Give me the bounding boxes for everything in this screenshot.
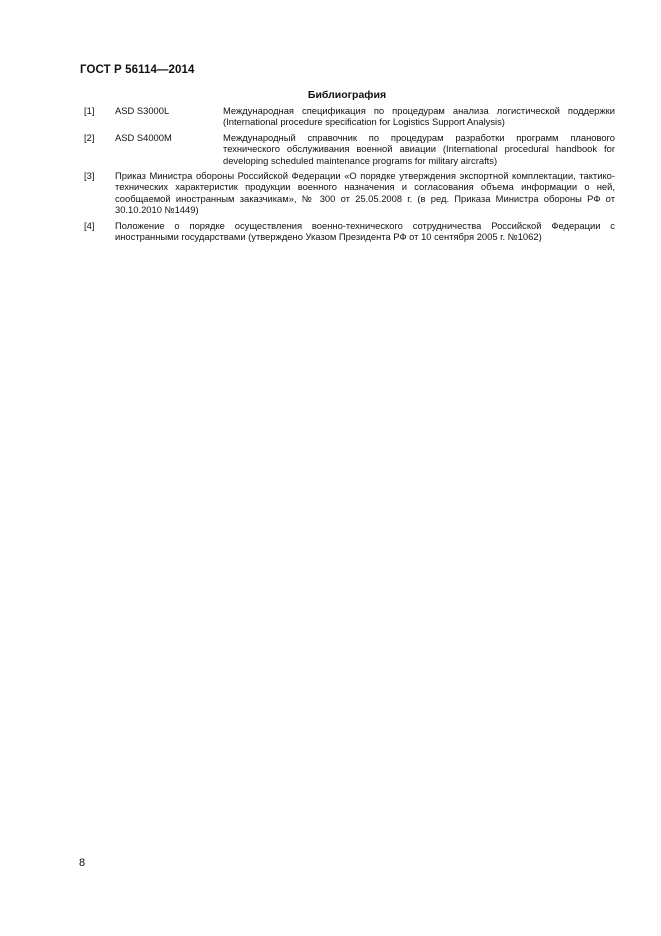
- entry-code: ASD S3000L: [115, 105, 170, 116]
- bibliography-title: Библиография: [307, 89, 387, 101]
- bibliography-list: [80, 105, 615, 246]
- bibliography-entry-3: [80, 170, 615, 216]
- entry-number: [1]: [84, 105, 95, 116]
- page-number: 8: [79, 857, 86, 869]
- bibliography-entry-2: [80, 132, 615, 166]
- entry-number: [3]: [84, 170, 95, 182]
- bibliography-entry-4: [80, 220, 615, 243]
- entry-number: [2]: [84, 131, 95, 143]
- entry-code: ASD S4000M: [115, 131, 172, 143]
- bibliography-entry-1: [80, 105, 615, 128]
- document-id-header: ГОСТ Р 56114—2014: [80, 64, 195, 76]
- entry-description: Положение о порядке осуществления военно-технического сотрудничества Российской Федерации с иностранными государствами (утверждено Указом Президента РФ от 10 сентября 2005 г. №1062): [115, 219, 615, 243]
- entry-number: [4]: [84, 219, 95, 231]
- entry-description: Приказ Министра обороны Российской Федерации «О порядке утверждения экспортной комплектации, тактико-технических характеристик продукции военного назначения и согласования объема информации о ней, сообщаемой иностранным заказчикам», № 300 от 25.05.2008 г. (в ред. Приказа Министра обороны РФ от 30.10.2010 №1449): [115, 170, 615, 216]
- entry-description: Международная спецификация по процедурам анализа логистической поддержки (International procedure specification for Logistics Support Analysis): [223, 105, 615, 128]
- entry-description: Международный справочник по процедурам разработки программ планового технического обслуживания военной авиации (International procedural handbook for developing scheduled maintenance programs for military aircrafts): [223, 131, 615, 166]
